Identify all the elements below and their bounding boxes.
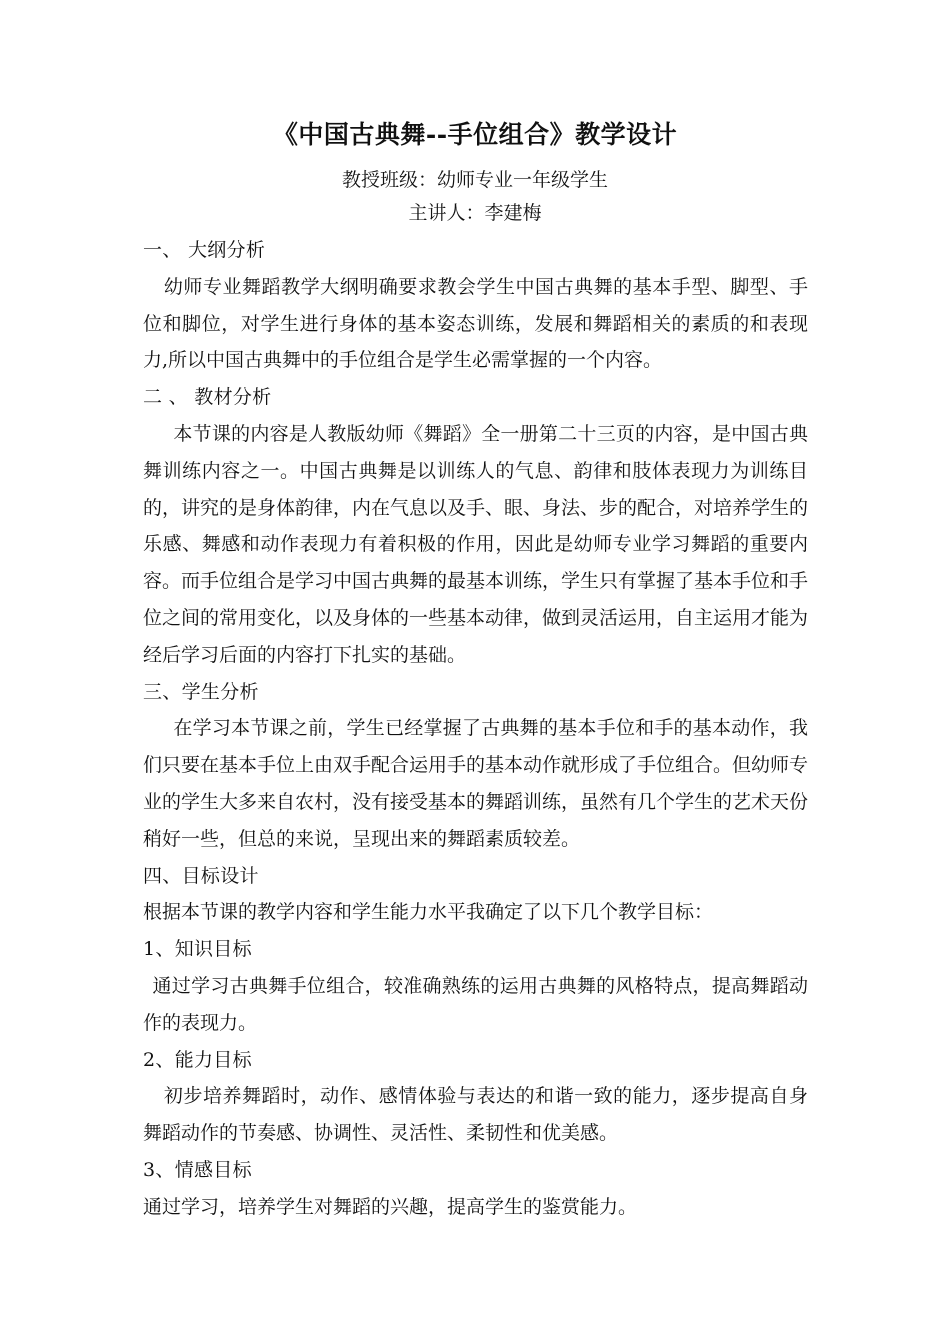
goal-paragraph-knowledge: 通过学习古典舞手位组合，较准确熟练的运用古典舞的风格特点，提高舞蹈动作的表现力。: [143, 974, 808, 1034]
goal-heading-emotion: 3、情感目标: [143, 1158, 252, 1181]
goal-heading-knowledge: 1、知识目标: [143, 938, 252, 961]
section-heading-materials: 二 、 教材分析: [143, 386, 272, 409]
section-paragraph-students: 在学习本节课之前，学生已经掌握了古典舞的基本手位和手的基本动作，我们只要在基本手位上由双手配合运用手的基本动作就形成了手位组合。但幼师专业的学生大多来自农村，没有接受基本的舞蹈训练，虽然有几个学生的艺术天份稍好一些，但总的来说，呈现出来的舞蹈素质较差。: [143, 717, 809, 850]
section-paragraph-materials: 本节课的内容是人教版幼师《舞蹈》全一册第二十三页的内容，是中国古典舞训练内容之一。中国古典舞是以训练人的气息、韵律和肢体表现力为训练目的，讲究的是身体韵律，内在气息以及手、眼、身法、步的配合，对培养学生的乐感、舞感和动作表现力有着积极的作用，因此是幼师专业学习舞蹈的重要内容。而手位组合是学习中国古典舞的最基本训练，学生只有掌握了基本手位和手位之间的常用变化，以及身体的一些基本动律，做到灵活运用，自主运用才能为经后学习后面的内容打下扎实的基础。: [143, 422, 809, 666]
section-heading-students: 三、学生分析: [143, 680, 259, 703]
class-line: 教授班级：幼师专业一年级学生: [341, 169, 608, 191]
speaker-line: 主讲人：李建梅: [408, 202, 542, 224]
section-paragraph-goals: 根据本节课的教学内容和学生能力水平我确定了以下几个教学目标：: [143, 901, 714, 924]
section-heading-goals: 四、目标设计: [143, 864, 259, 887]
section-heading-outline: 一、 大纲分析: [143, 239, 266, 261]
document-body: [143, 232, 808, 1226]
goal-paragraph-ability: 初步培养舞蹈时，动作、感情体验与表达的和谐一致的能力，逐步提高自身舞蹈动作的节奏感、协调性、灵活性、柔韧性和优美感。: [143, 1085, 808, 1145]
section-paragraph-outline: 幼师专业舞蹈教学大纲明确要求教会学生中国古典舞的基本手型、脚型、手位和脚位，对学生进行身体的基本姿态训练，发展和舞蹈相关的素质的和表现力,所以中国古典舞中的手位组合是学生必需掌握的一个内容。: [143, 275, 808, 372]
goal-paragraph-emotion: 通过学习，培养学生对舞蹈的兴趣，提高学生的鉴赏能力。: [143, 1195, 638, 1218]
goal-heading-ability: 2、能力目标: [143, 1048, 252, 1071]
document-title: 《中国古典舞--手位组合》教学设计: [272, 120, 678, 149]
